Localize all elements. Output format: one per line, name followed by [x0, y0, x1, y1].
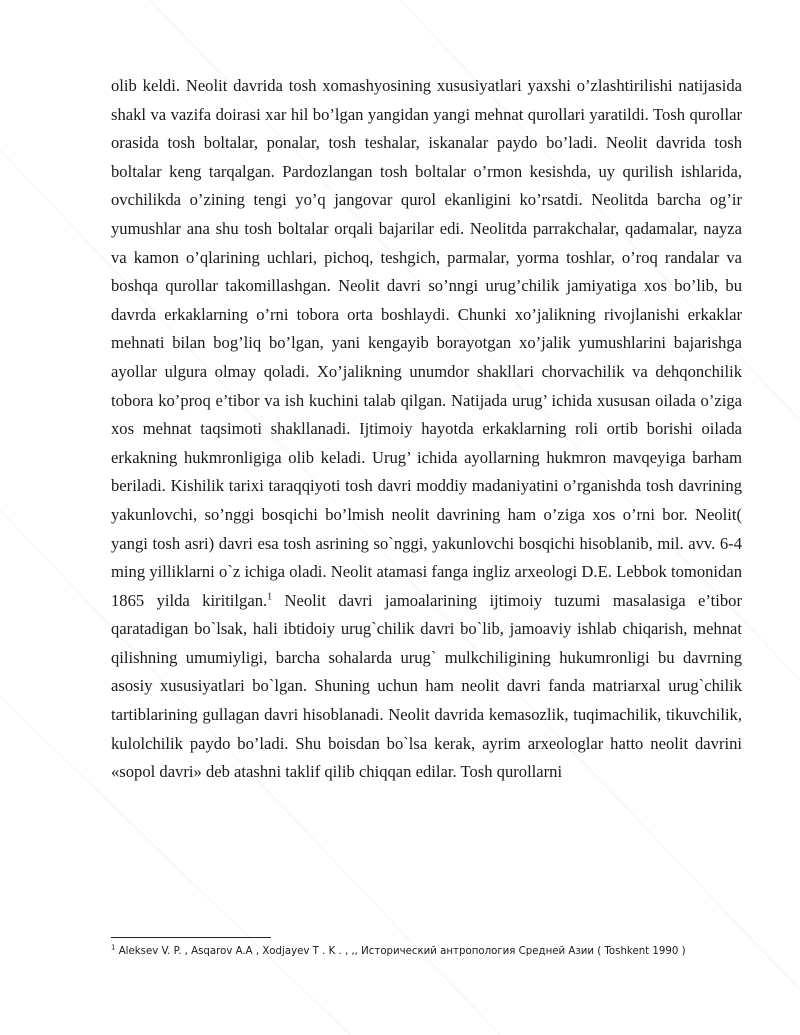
- footnote-reference[interactable]: 1: [267, 591, 273, 603]
- paragraph-text-part1: olib keldi. Neolit davrida tosh xomashyosining xususiyatlari yaxshi o’zlashtirilishi natijasida shakl va vazifa doirasi xar hil bo’lgan yangidan yangi mehnat qurollari yaratildi. Tosh qurollar orasida tosh boltalar, ponalar, tosh teshalar, iskanalar paydo bo’ladi. Neolit davrida tosh boltalar keng tarqalgan. Pardozlangan tosh boltalar o’rmon kesishda, uy qurilish ishlarida, ovchilikda o’zining tengi yo’q jangovar qurol ekanligini ko’rsatdi. Neolitda barcha og’ir yumushlar ana shu tosh boltalar orqali bajarilar edi. Neolitda parrakchalar, qadamalar, nayza va kamon o’qlarining uchlari, pichoq, teshgich, parmalar, yorma toshlar, o’roq randalar va boshqa qurollar takomillashgan. Neolit davri so’nngi urug’chilik jamiyatiga xos bo’lib, bu davrda erkaklarning o’rni tobora orta boshlaydi. Chunki xo’jalikning rivojlanishi erkaklar mehnati bilan bog’liq bo’lgan, yani kengayib borayotgan xo’jalik yumushlarini bajarishga ayollar ulgura olmay qoladi. Xo’jalikning unumdor shakllari chorvachilik va dehqonchilik tobora ko’proq e’tibor va ish kuchini talab qilgan. Natijada urug’ ichida xususan oilada o’ziga xos mehnat taqsimoti shakllanadi. Ijtimoiy hayotda erkaklarning roli ortib borishi oilada erkakning hukmronligiga olib keladi. Urug’ ichida ayollarning hukmron mavqeyiga barham beriladi. Kishilik tarixi taraqqiyoti tosh davri moddiy madaniyatini o’rganishda tosh davrining yakunlovchi, so’nggi bosqichi bo’lmish neolit davrining ham o’ziga xos o’rni bor. Neolit( yangi tosh asri) davri esa tosh asrining so`nggi, yakunlovchi bosqichi hisoblanib, mil. avv. 6-4 ming yilliklarni o`z ichiga oladi. Neolit atamasi fanga ingliz arxeologi D.E. Lebbok tomonidan 1865 yilda kiritilgan.: [111, 76, 742, 610]
- footnote-number: 1: [111, 943, 116, 952]
- main-paragraph: [111, 72, 742, 787]
- paragraph-text-part2: Neolit davri jamoalarining ijtimoiy tuzumi masalasiga e’tibor qaratadigan bo`lsak, hali ibtidoiy urug`chilik davri bo`lib, jamoaviy ishlab chiqarish, mehnat qilishning umumiyligi, barcha sohalarda urug` mulkchiligining hukumronligi bu davrning asosiy xususiyatlari bo`lgan. Shuning uchun ham neolit davri fanda matriarxal urug`chilik tartiblarining gullagan davri hisoblanadi. Neolit davrida kemasozlik, tuqimachilik, tikuvchilik, kulolchilik paydo bo’ladi. Shu boisdan bo`lsa kerak, ayrim arxeologlar hatto neolit davrini «sopol davri» deb atashni taklif qilib chiqqan edilar. Tosh qurollarni: [111, 590, 742, 782]
- footnote-separator: [111, 937, 271, 938]
- footnote: [111, 945, 751, 959]
- footnote-text: Aleksev V. P. , Asqarov A.A , Xodjayev T . K . , ,, Исторический антропология Средней Азии ( Toshkent 1990 ): [115, 946, 686, 957]
